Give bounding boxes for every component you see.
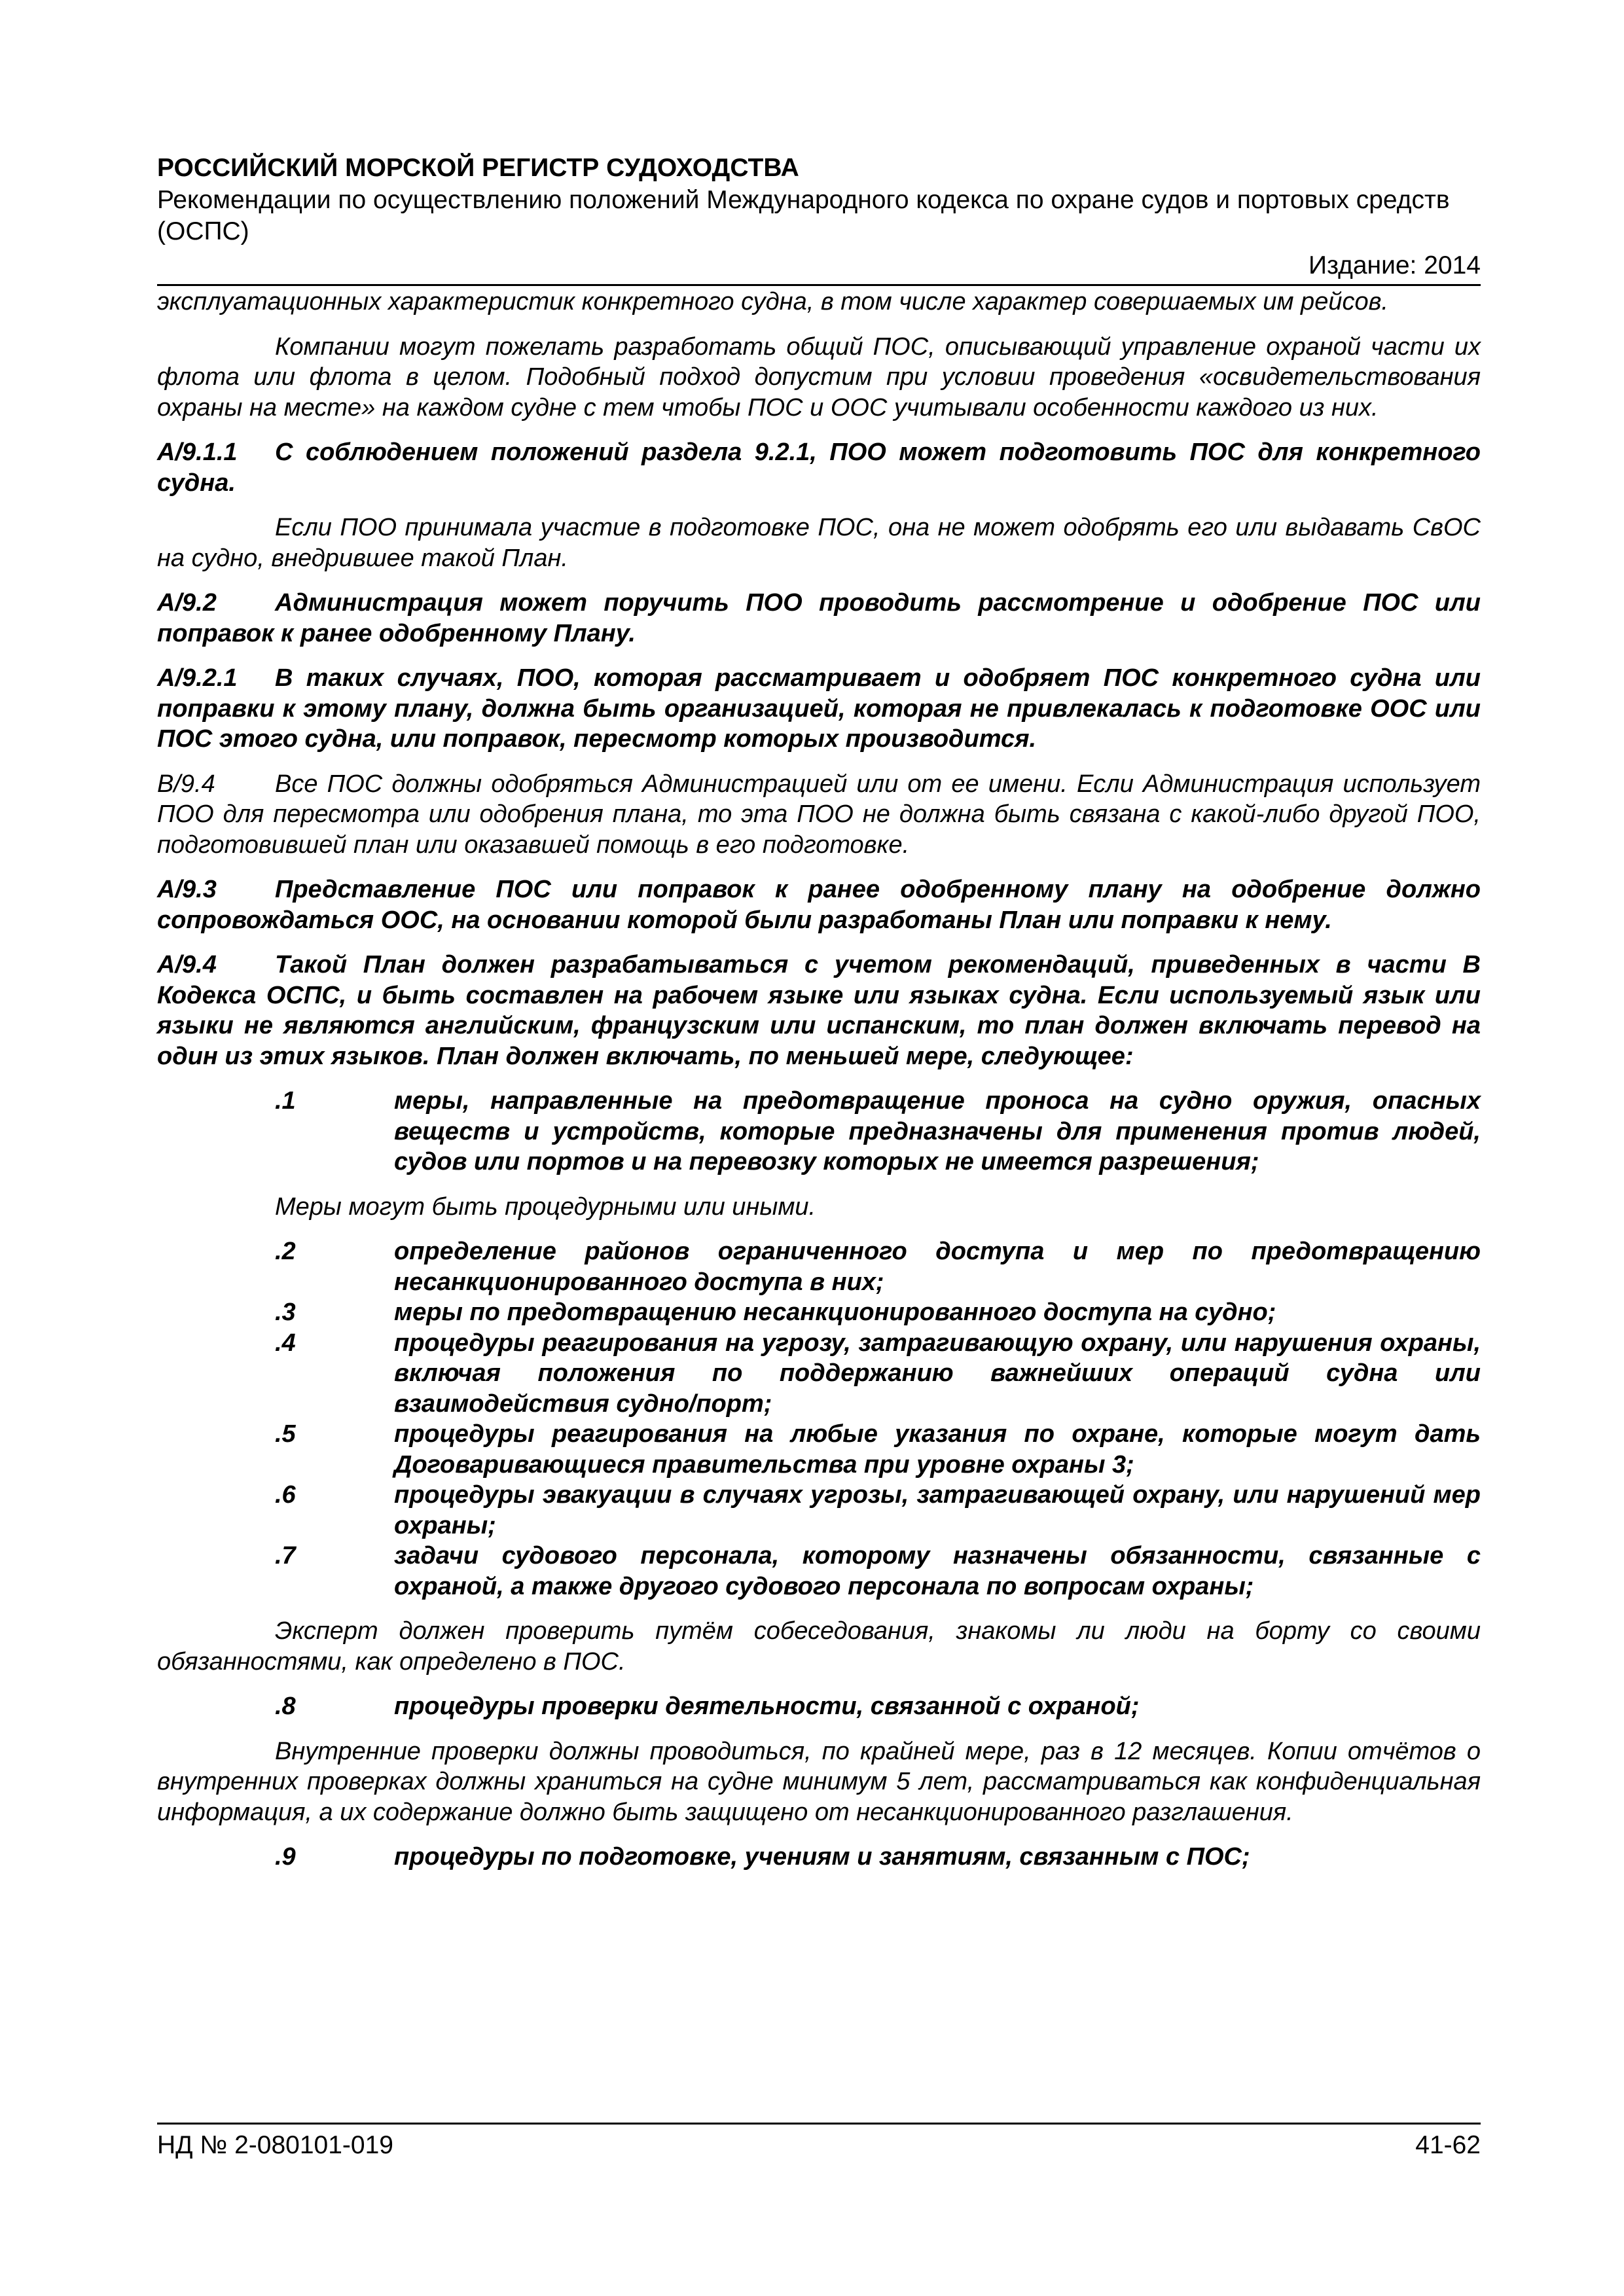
list-text: процедуры реагирования на угрозу, затрагивающую охрану, или нарушения охраны, включая положения по поддержанию важнейших операций судна или взаимодействия судно/порт; — [394, 1329, 1481, 1418]
clause-text: Администрация может поручить ПОО проводить рассмотрение и одобрение ПОС или поправок к ранее одобренному Плану. — [157, 589, 1481, 647]
list-item — [157, 1236, 1481, 1297]
list-item — [157, 1297, 1481, 1328]
clause-a-9-1-1 — [157, 437, 1481, 498]
clause-number: А/9.2 — [157, 589, 217, 617]
list-number: .3 — [275, 1299, 296, 1326]
document-page — [157, 0, 1481, 2296]
clause-text: Такой План должен разрабатываться с учетом рекомендаций, приведенных в части В Кодекса ОСПС, и быть составлен на рабочем языке или языках судна. Если используемый язык или языки не являются английским, французским или испанским, то план должен включать перевод на один из этих языков. План должен включать, по меньшей мере, следующее: — [157, 951, 1481, 1070]
paragraph: Если ПОО принимала участие в подготовке ПОС, она не может одобрять его или выдавать СвОС на судно, внедрившее такой План. — [157, 514, 1481, 572]
list-item — [157, 1691, 1481, 1722]
list-text: меры, направленные на предотвращение проноса на судно оружия, опасных веществ и устройств, которые предназначены для применения против людей, судов или портов и на перевозку которых не имеется разрешения; — [394, 1087, 1481, 1175]
list-text: процедуры по подготовке, учениям и занятиям, связанным с ПОС; — [394, 1843, 1250, 1871]
list-number: .8 — [275, 1693, 296, 1720]
list-number: .2 — [275, 1238, 296, 1265]
clause-text: Все ПОС должны одобряться Администрацией или от ее имени. Если Администрация использует ПОО для пересмотра или одобрения плана, то эта ПОО не должна быть связана с какой-либо другой ПОО, подготовившей план или оказавшей помощь в его подготовке. — [157, 770, 1481, 859]
clause-text: В таких случаях, ПОО, которая рассматривает и одобряет ПОС конкретного судна или поправки к этому плану, должна быть организацией, которая не привлекалась к подготовке ООС или ПОС этого судна, или поправок, пересмотр которых производится. — [157, 664, 1481, 753]
clause-a-9-3 — [157, 874, 1481, 935]
list-item — [157, 1842, 1481, 1873]
paragraph: эксплуатационных характеристик конкретного судна, в том числе характер совершаемых им рейсов. — [157, 288, 1388, 315]
document-body — [157, 287, 1481, 1873]
page-number: 41-62 — [1415, 2131, 1481, 2159]
document-subtitle: Рекомендации по осуществлению положений Международного кодекса по охране судов и портовых средств (ОСПС) — [157, 186, 1450, 245]
clause-a-9-2-1 — [157, 663, 1481, 755]
clause-number: А/9.4 — [157, 951, 217, 978]
list-item — [157, 1086, 1481, 1177]
page-header — [157, 152, 1481, 281]
list-number: .4 — [275, 1329, 296, 1357]
clause-number: В/9.4 — [157, 770, 215, 798]
paragraph: Меры могут быть процедурными или иными. — [275, 1193, 816, 1221]
list-text: задачи судового персонала, которому назначены обязанности, связанные с охраной, а также другого судового персонала по вопросам охраны; — [394, 1542, 1481, 1600]
list-item — [157, 1541, 1481, 1602]
document-number: НД № 2-080101-019 — [157, 2131, 393, 2159]
list-item — [157, 1328, 1481, 1420]
list-text: меры по предотвращению несанкционированного доступа на судно; — [394, 1299, 1276, 1326]
paragraph: Внутренние проверки должны проводиться, по крайней мере, раз в 12 месяцев. Копии отчётов о внутренних проверках должны храниться на судне минимум 5 лет, рассматриваться как конфиденциальная информация, а их содержание должно быть защищено от несанкционированного разглашения. — [157, 1737, 1481, 1826]
clause-number: А/9.2.1 — [157, 664, 238, 692]
list-text: процедуры проверки деятельности, связанной с охраной; — [394, 1693, 1140, 1720]
footer-divider — [157, 2123, 1481, 2125]
clause-a-9-2 — [157, 588, 1481, 649]
list-number: .7 — [275, 1542, 296, 1570]
list-item — [157, 1419, 1481, 1480]
list-text: процедуры эвакуации в случаях угрозы, затрагивающей охрану, или нарушений мер охраны; — [394, 1481, 1481, 1539]
paragraph: Компании могут пожелать разработать общий ПОС, описывающий управление охраной части их флота или флота в целом. Подобный подход допустим при условии проведения «освидетельствования охраны на месте» на каждом судне с тем чтобы ПОС и ООС учитывали особенности каждого из них. — [157, 332, 1481, 422]
organization-name: РОССИЙСКИЙ МОРСКОЙ РЕГИСТР СУДОХОДСТВА — [157, 154, 799, 182]
list-number: .1 — [275, 1087, 296, 1115]
list-text: процедуры реагирования на любые указания по охране, которые могут дать Договаривающиеся правительства при уровне охраны 3; — [394, 1420, 1481, 1479]
clause-number: А/9.1.1 — [157, 439, 238, 466]
edition-label: Издание: 2014 — [1308, 251, 1481, 279]
paragraph: Эксперт должен проверить путём собеседования, знакомы ли люди на борту со своими обязанностями, как определено в ПОС. — [157, 1617, 1481, 1676]
list-number: .9 — [275, 1843, 296, 1871]
clause-a-9-4 — [157, 950, 1481, 1071]
clause-text: С соблюдением положений раздела 9.2.1, ПОО может подготовить ПОС для конкретного судна. — [157, 439, 1481, 497]
clause-text: Представление ПОС или поправок к ранее одобренному плану на одобрение должно сопровождаться ООС, на основании которой были разработаны План или поправки к нему. — [157, 876, 1481, 934]
header-divider — [157, 284, 1481, 286]
list-number: .6 — [275, 1481, 296, 1509]
list-number: .5 — [275, 1420, 296, 1448]
clause-b-9-4 — [157, 769, 1481, 861]
clause-number: А/9.3 — [157, 876, 217, 903]
list-item — [157, 1480, 1481, 1541]
list-text: определение районов ограниченного доступа и мер по предотвращению несанкционированного доступа в них; — [394, 1238, 1481, 1296]
